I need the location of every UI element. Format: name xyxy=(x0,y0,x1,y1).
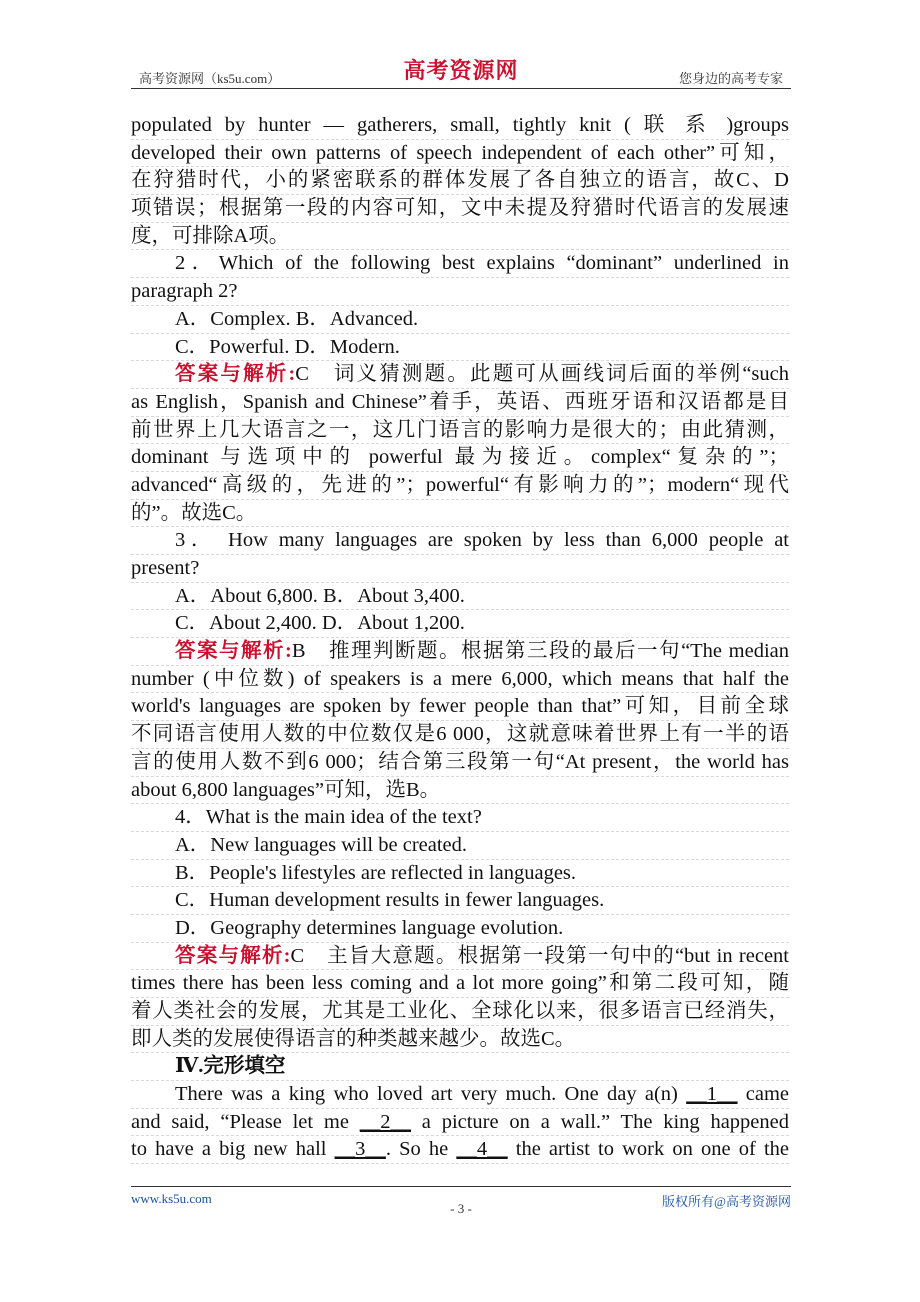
option-line: A．Complex. B．Advanced. xyxy=(131,306,789,334)
document-body xyxy=(131,112,789,1164)
header-slogan: 您身边的高考专家 xyxy=(678,71,783,86)
text-line: world's languages are spoken by fewer people than that”可知，目前全球 xyxy=(131,693,789,721)
text-line: 不同语言使用人数的中位数仅是6 000，这就意味着世界上有一半的语 xyxy=(131,721,789,749)
blank-1: __1__ xyxy=(686,1083,738,1106)
blank-4: __4__ xyxy=(456,1138,508,1161)
text-line: times there has been less coming and a lot more going”和第二段可知，随 xyxy=(131,970,789,998)
text-line: 在狩猎时代，小的紧密联系的群体发展了各自独立的语言，故C、D xyxy=(131,167,789,195)
option-line: A．About 6,800. B．About 3,400. xyxy=(131,583,789,611)
page-number: - 3 - xyxy=(450,1201,472,1216)
text-line: 的”。故选C。 xyxy=(131,500,789,528)
header-logo: 高考资源网 xyxy=(403,58,519,83)
option-line: B．People's lifestyles are reflected in languages. xyxy=(131,860,789,888)
cloze-line: and said, “Please let me __2__ a picture on a wall.” The king happened xyxy=(131,1109,789,1137)
option-line: A．New languages will be created. xyxy=(131,832,789,860)
answer-line: 答案与解析:C 词义猜测题。此题可从画线词后面的举例“such xyxy=(131,361,789,389)
page-header xyxy=(131,54,791,89)
cloze-line: There was a king who loved art very much. One day a(n) __1__ came xyxy=(131,1081,789,1109)
answer-line: 答案与解析:B 推理判断题。根据第三段的最后一句“The median xyxy=(131,638,789,666)
page-footer xyxy=(131,1186,791,1227)
question-4: 4．What is the main idea of the text? xyxy=(131,804,789,832)
header-site-name: 高考资源网（ks5u.com） xyxy=(139,71,281,86)
text-line: advanced“高级的，先进的”；powerful“有影响力的”；modern“现代 xyxy=(131,472,789,500)
option-line: C．Human development results in fewer languages. xyxy=(131,887,789,915)
text-line: as English，Spanish and Chinese”着手，英语、西班牙语和汉语都是目 xyxy=(131,389,789,417)
text-line: 着人类社会的发展，尤其是工业化、全球化以来，很多语言已经消失， xyxy=(131,998,789,1026)
text-line: developed their own patterns of speech independent of each other”可知， xyxy=(131,140,789,168)
question-3: 3． How many languages are spoken by less than 6,000 people at xyxy=(131,527,789,555)
text-line: dominant 与选项中的 powerful 最为接近。complex“复杂的”； xyxy=(131,444,789,472)
answer-label: 答案与解析: xyxy=(175,363,296,386)
section-title: Ⅳ.完形填空 xyxy=(131,1053,789,1081)
text-line: 项错误；根据第一段的内容可知，文中未提及狩猎时代语言的发展速 xyxy=(131,195,789,223)
text-line: 度，可排除A项。 xyxy=(131,223,789,251)
option-line: D．Geography determines language evolution. xyxy=(131,915,789,943)
answer-label: 答案与解析: xyxy=(175,640,292,663)
option-line: C．Powerful. D．Modern. xyxy=(131,334,789,362)
text-line: populated by hunter — gatherers, small, tightly knit ( 联 系 )groups xyxy=(131,112,789,140)
answer-line: 答案与解析:C 主旨大意题。根据第一段第一句中的“but in recent xyxy=(131,943,789,971)
question-2: 2．Which of the following best explains “dominant” underlined in xyxy=(131,250,789,278)
text-line: 言的使用人数不到6 000；结合第三段第一句“At present，the world has xyxy=(131,749,789,777)
text-line: paragraph 2? xyxy=(131,278,789,306)
answer-label: 答案与解析: xyxy=(175,944,291,967)
option-line: C．About 2,400. D．About 1,200. xyxy=(131,610,789,638)
footer-url[interactable]: www.ks5u.com xyxy=(131,1191,212,1206)
blank-2: __2__ xyxy=(359,1110,411,1133)
text-line: 即人类的发展使得语言的种类越来越少。故选C。 xyxy=(131,1026,789,1054)
text-line: number (中位数) of speakers is a mere 6,000, which means that half the xyxy=(131,666,789,694)
blank-3: __3__ xyxy=(334,1138,386,1161)
footer-copyright: 版权所有@高考资源网 xyxy=(662,1194,791,1209)
text-line: 前世界上几大语言之一，这几门语言的影响力是很大的；由此猜测， xyxy=(131,417,789,445)
text-line: present? xyxy=(131,555,789,583)
cloze-line: to have a big new hall __3__. So he __4__ the artist to work on one of the xyxy=(131,1136,789,1164)
text-line: about 6,800 languages”可知，选B。 xyxy=(131,777,789,805)
